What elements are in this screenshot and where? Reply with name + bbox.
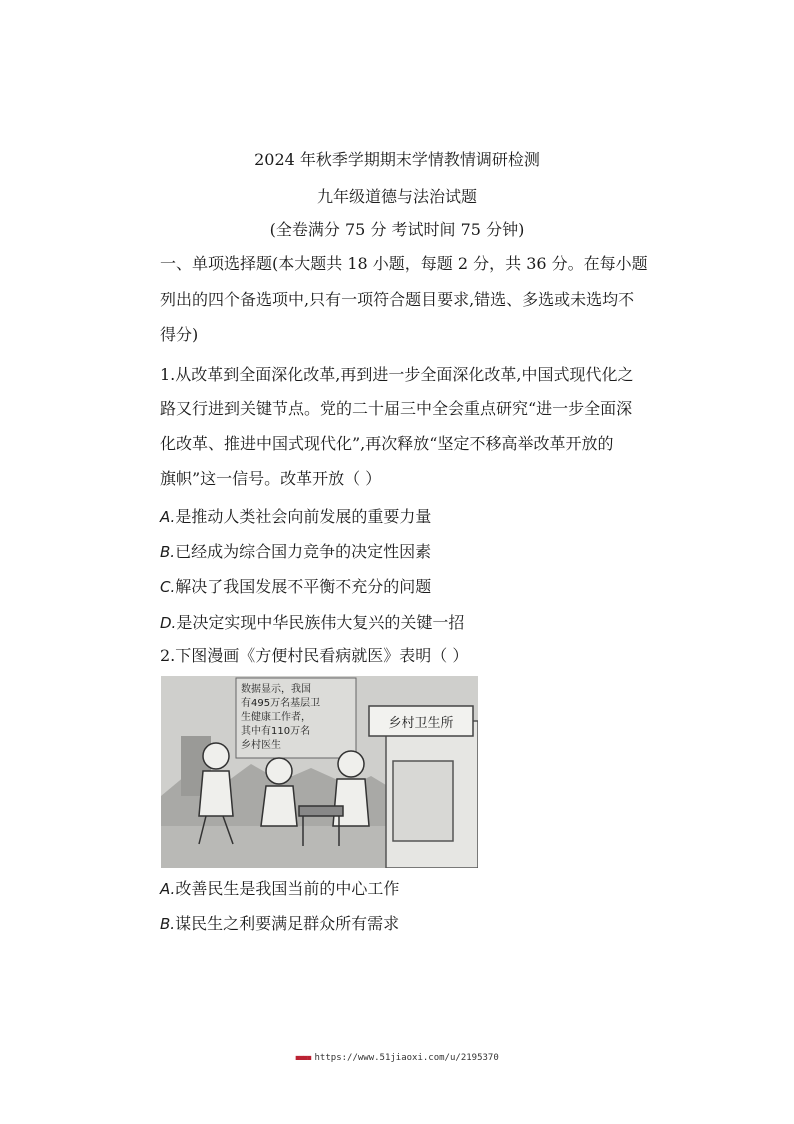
question-1-stem-line-4: 旗帜”这一信号。改革开放（ ）: [160, 469, 382, 488]
section-instructions-line-1: 一、单项选择题(本大题共 18 小题，每题 2 分，共 36 分。在每小题: [160, 254, 648, 273]
speech-line-4: 其中有110万名: [241, 726, 311, 737]
option-label: C.: [160, 578, 176, 596]
question-2-option-a: [160, 879, 399, 899]
option-label: B.: [160, 915, 176, 933]
option-text: 谋民生之利要满足群众所有需求: [175, 914, 400, 933]
speech-line-1: 数据显示，我国: [241, 684, 311, 695]
question-1-option-b: [160, 542, 431, 562]
speech-line-2: 有495万名基层卫: [241, 698, 321, 709]
question-1-option-c: [160, 577, 431, 597]
exam-info: (全卷满分 75 分 考试时间 75 分钟): [269, 220, 525, 239]
question-2-stem: 2.下图漫画《方便村民看病就医》表明（ ）: [160, 646, 469, 665]
section-instructions-line-2: 列出的四个备选项中,只有一项符合题目要求,错选、多选或未选均不: [160, 290, 635, 309]
speech-line-3: 生健康工作者，: [241, 712, 311, 723]
option-label: A.: [160, 508, 176, 526]
cartoon-image: [161, 676, 478, 868]
option-text: 改善民生是我国当前的中心工作: [175, 879, 400, 898]
option-text: 是决定实现中华民族伟大复兴的关键一招: [176, 613, 465, 632]
option-text: 是推动人类社会向前发展的重要力量: [175, 507, 432, 526]
speech-line-5: 乡村医生: [241, 740, 281, 751]
clinic-sign-text: 乡村卫生所: [388, 716, 454, 731]
question-1-option-a: [160, 507, 431, 527]
section-instructions-line-3: 得分): [160, 325, 199, 344]
page-footer: [0, 1053, 794, 1063]
option-text: 解决了我国发展不平衡不充分的问题: [175, 577, 432, 596]
exam-subtitle: 九年级道德与法治试题: [316, 187, 477, 206]
option-label: B.: [160, 543, 176, 561]
footer-logo: ◼◼◼◼: [295, 1053, 311, 1062]
question-1-option-d: [160, 613, 464, 633]
question-1-stem-line-1: 1.从改革到全面深化改革,再到进一步全面深化改革,中国式现代化之: [160, 365, 634, 384]
footer-url[interactable]: https://www.51jiaoxi.com/u/2195370: [314, 1053, 499, 1063]
question-1-stem-line-2: 路又行进到关键节点。党的二十届三中全会重点研究“进一步全面深: [160, 399, 633, 418]
exam-title: 2024 年秋季学期期末学情教情调研检测: [254, 150, 540, 169]
option-text: 已经成为综合国力竞争的决定性因素: [175, 542, 432, 561]
question-2-option-b: [160, 914, 399, 934]
question-1-stem-line-3: 化改革、推进中国式现代化”,再次释放“坚定不移高举改革开放的: [160, 434, 614, 453]
option-label: A.: [160, 880, 176, 898]
option-label: D.: [160, 614, 177, 632]
